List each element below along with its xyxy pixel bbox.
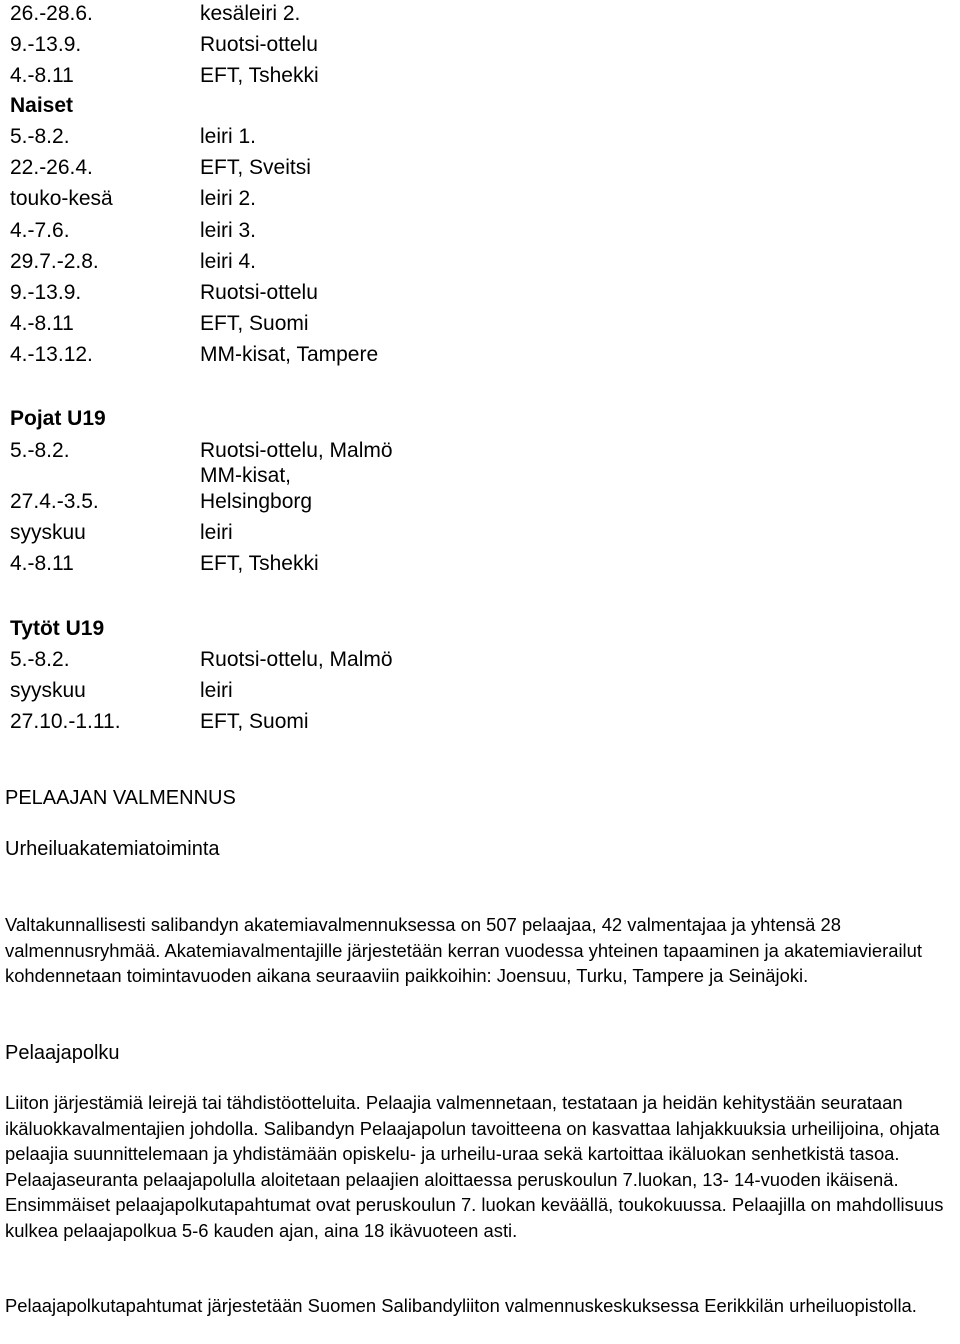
event-name: EFT, Tshekki [200, 552, 319, 575]
event-name: EFT, Sveitsi [200, 156, 311, 179]
event-name-line1: MM-kisat, [200, 464, 291, 487]
event-date: 4.-8.11 [10, 552, 74, 575]
event-date: 5.-8.2. [10, 125, 70, 148]
event-name: leiri 2. [200, 187, 257, 210]
event-date: syyskuu [10, 521, 86, 544]
event-date: 27.10.-1.11. [10, 710, 121, 733]
paragraph: Pelaajapolkutapahtumat järjestetään Suomen Salibandyliiton valmennuskeskuksessa Eerikkilän urheiluopistolla. [5, 1295, 917, 1316]
event-name: Ruotsi-ottelu, Malmö [200, 648, 393, 671]
event-date: 5.-8.2. [10, 648, 70, 671]
event-name-line2: Helsingborg [200, 490, 313, 513]
event-date: 9.-13.9. [10, 33, 82, 56]
event-date: 4.-8.11 [10, 312, 74, 335]
event-date: 9.-13.9. [10, 281, 82, 304]
event-name: MM-kisat, Tampere [200, 343, 379, 366]
subsection-title: Urheiluakatemiatoiminta [5, 838, 220, 860]
event-name: leiri 4. [200, 250, 257, 273]
section-title: PELAAJAN VALMENNUS [5, 787, 236, 809]
event-date: syyskuu [10, 679, 86, 702]
event-name: EFT, Suomi [200, 710, 309, 733]
event-name: leiri 3. [200, 219, 257, 242]
event-name: Ruotsi-ottelu [200, 281, 318, 304]
event-date: 22.-26.4. [10, 156, 93, 179]
event-date: 4.-8.11 [10, 64, 74, 87]
subsection-title: Pelaajapolku [5, 1042, 120, 1064]
event-date: 4.-13.12. [10, 343, 93, 366]
event-date: 5.-8.2. [10, 439, 70, 462]
event-name: Ruotsi-ottelu, Malmö [200, 439, 393, 462]
event-date: touko-kesä [10, 187, 113, 210]
event-name: Ruotsi-ottelu [200, 33, 318, 56]
group-heading-naiset: Naiset [10, 94, 74, 117]
event-name: kesäleiri 2. [200, 2, 301, 25]
event-name: leiri [200, 679, 233, 702]
group-heading-tytot-u19: Tytöt U19 [10, 617, 105, 640]
event-date: 29.7.-2.8. [10, 250, 99, 273]
event-name: leiri [200, 521, 233, 544]
event-date: 27.4.-3.5. [10, 490, 99, 513]
paragraph: Liiton järjestämiä leirejä tai tähdistöotteluita. Pelaajia valmennetaan, testataan ja heidän kehitystään seurataan ikäluokkavalmentajien johdolla. Salibandyn Pelaajapolun tavoitteena on kasvattaa lahjakkuuksia urheilijoina, ohjata pelaajia suunnittelemaan ja yhdistämään opiskelu- ja urheilu-uraa sekä kartoittaa ikäluokan senhetkistä tasoa. Pelaajaseuranta pelaajapolulla aloitetaan pelaajien aloittaessa peruskoulun 7.luokan, 13- 14-vuoden ikäisenä. Ensimmäiset pelaajapolkutapahtumat ovat peruskoulun 7. luokan keväällä, toukokuussa. Pelaajilla on mahdollisuus kulkea pelaajapolkua 5-6 kauden ajan, aina 18 ikävuoteen asti. [5, 1092, 944, 1241]
event-date: 4.-7.6. [10, 219, 70, 242]
paragraph: Valtakunnallisesti salibandyn akatemiavalmennuksessa on 507 pelaajaa, 42 valmentajaa ja yhtensä 28 valmennusryhmää. Akatemiavalmentajille järjestetään kerran vuodessa yhteinen tapaaminen ja akatemiavierailut kohdennetaan toimintavuoden aikana seuraaviin paikkoihin: Joensuu, Turku, Tampere ja Seinäjoki. [5, 914, 922, 986]
group-heading-pojat-u19: Pojat U19 [10, 407, 106, 430]
event-name: EFT, Suomi [200, 312, 309, 335]
event-name: leiri 1. [200, 125, 257, 148]
event-date: 26.-28.6. [10, 2, 93, 25]
event-name: EFT, Tshekki [200, 64, 319, 87]
